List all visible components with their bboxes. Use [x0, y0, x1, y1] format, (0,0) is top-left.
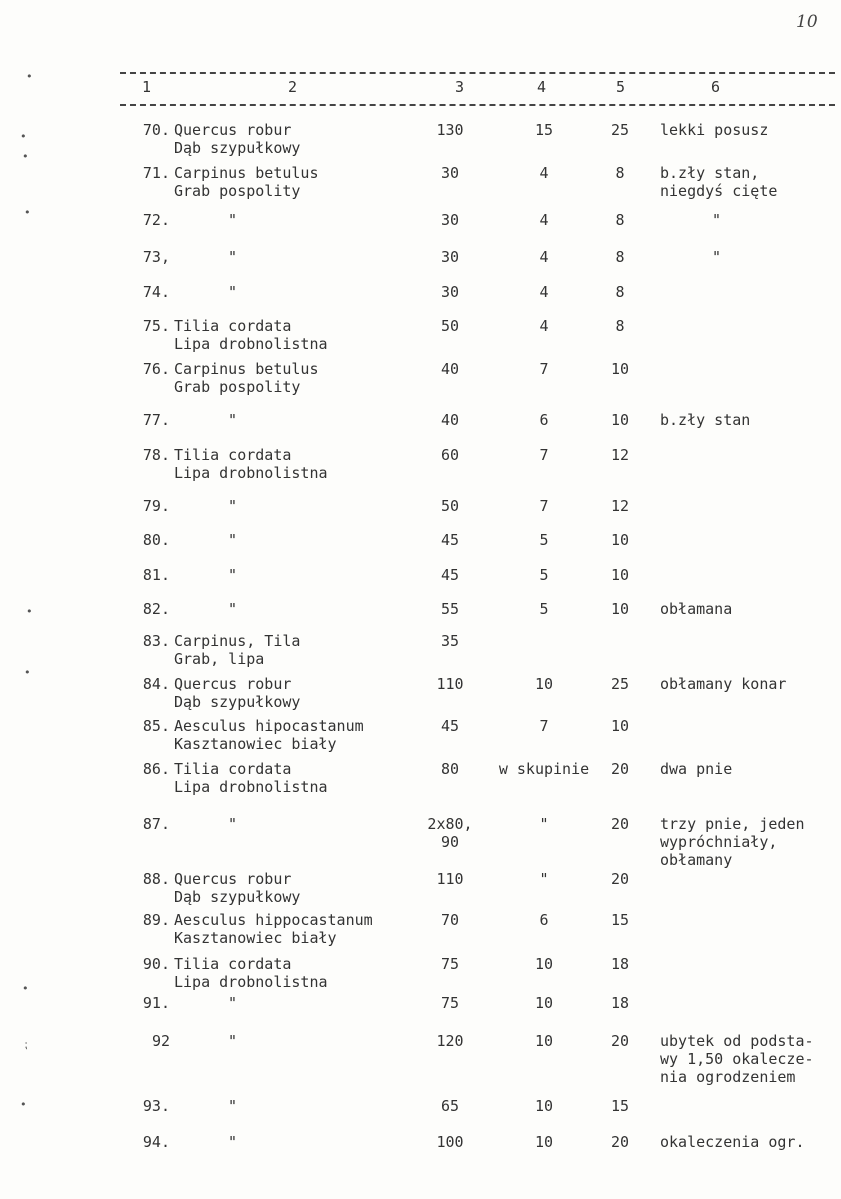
- column-4-value: 4: [539, 248, 549, 266]
- column-5-value: 10: [610, 566, 630, 584]
- notes-line: nia ogrodzeniem: [660, 1068, 796, 1086]
- column-3-value: 50: [440, 497, 460, 515]
- entry-number: 91.: [142, 994, 170, 1012]
- species-name-line: Aesculus hipocastanum: [174, 717, 364, 735]
- species-name-line: Dąb szypułkowy: [174, 139, 301, 157]
- species-name: [174, 717, 364, 753]
- entry-number: 79.: [142, 497, 170, 515]
- entry-number: 74.: [142, 283, 170, 301]
- margin-mark: •: [20, 1098, 27, 1111]
- species-name-line: Carpinus betulus: [174, 164, 319, 182]
- species-name-line: ": [228, 1097, 238, 1115]
- entry-number: 76.: [142, 360, 170, 378]
- column-5-value: 8: [615, 317, 625, 335]
- entry-number: 73,: [142, 248, 170, 266]
- margin-mark: •: [22, 982, 29, 995]
- column-3-value: 75: [440, 955, 460, 973]
- column-5-value: 12: [610, 497, 630, 515]
- column-5-value: 10: [610, 531, 630, 549]
- entry-number: 92: [151, 1032, 170, 1050]
- entry-number: 93.: [142, 1097, 170, 1115]
- species-name-line: Grab, lipa: [174, 650, 265, 668]
- species-name-line: ": [228, 1032, 238, 1050]
- species-name-line: ": [228, 815, 238, 833]
- species-name: [228, 994, 237, 1012]
- column-5-value: 12: [610, 446, 630, 464]
- notes: [660, 1133, 805, 1151]
- column-5-value: 10: [610, 411, 630, 429]
- notes-line: obłamany: [660, 851, 733, 869]
- column-3-value: 120: [436, 1032, 464, 1050]
- header-top-rule: [120, 72, 835, 74]
- notes-line: b.zły stan: [660, 411, 751, 429]
- header-col-6: 6: [711, 78, 721, 96]
- column-4-value: 4: [539, 283, 549, 301]
- column-3-value: 65: [440, 1097, 460, 1115]
- column-5-value: 20: [610, 870, 630, 888]
- column-5-value: 15: [610, 1097, 630, 1115]
- species-name: [174, 911, 373, 947]
- header-col-2: 2: [288, 78, 298, 96]
- column-3-value: 100: [436, 1133, 464, 1151]
- species-name: [228, 211, 237, 229]
- entry-number: 72.: [142, 211, 170, 229]
- notes-line: trzy pnie, jeden: [660, 815, 805, 833]
- species-name-line: Dąb szypułkowy: [174, 693, 301, 711]
- notes: [660, 121, 768, 139]
- column-4-value: 5: [539, 566, 549, 584]
- notes: [712, 211, 721, 229]
- column-5-value: 18: [610, 994, 630, 1012]
- column-4-value: 4: [539, 317, 549, 335]
- species-name: [228, 248, 237, 266]
- entry-number: 87.: [142, 815, 170, 833]
- notes-line: wy 1,50 okalecze-: [660, 1050, 814, 1068]
- notes-line: obłamany konar: [660, 675, 787, 693]
- species-name: [174, 632, 300, 668]
- species-name: [228, 815, 237, 833]
- species-name: [228, 283, 237, 301]
- species-name: [228, 411, 237, 429]
- column-3-value: 45: [440, 531, 460, 549]
- column-3-value: 75: [440, 994, 460, 1012]
- species-name-line: ": [228, 1133, 238, 1151]
- species-name-line: ": [228, 497, 238, 515]
- column-3-value: 70: [440, 911, 460, 929]
- column-3-value: 30: [440, 283, 460, 301]
- species-name-line: Grab pospolity: [174, 182, 301, 200]
- notes: [660, 760, 732, 778]
- species-name: [174, 317, 328, 353]
- notes-line: ": [712, 248, 722, 266]
- species-name-line: ": [228, 283, 238, 301]
- header-col-5: 5: [616, 78, 626, 96]
- species-name-line: ": [228, 566, 238, 584]
- column-3-value: 30: [440, 211, 460, 229]
- species-name-line: Kasztanowiec biały: [174, 929, 337, 947]
- column-5-value: 15: [610, 911, 630, 929]
- column-5-value: 20: [610, 760, 630, 778]
- species-name: [174, 675, 300, 711]
- column-4-value: 7: [539, 497, 549, 515]
- species-name-line: ": [228, 531, 238, 549]
- species-name-line: Lipa drobnolistna: [174, 464, 328, 482]
- species-name-line: Tilia cordata: [174, 760, 292, 778]
- species-name-line: ": [228, 211, 238, 229]
- column-4-value: ": [539, 870, 549, 888]
- notes-line: ": [712, 211, 722, 229]
- column-5-value: 25: [610, 121, 630, 139]
- species-name: [228, 1097, 237, 1115]
- species-name: [174, 955, 328, 991]
- entry-number: 71.: [142, 164, 170, 182]
- species-name-line: Lipa drobnolistna: [174, 335, 328, 353]
- column-4-value: ": [539, 815, 549, 833]
- column-4-value: 5: [539, 600, 549, 618]
- notes: [660, 1032, 814, 1086]
- species-name: [228, 566, 237, 584]
- column-4-value: 10: [534, 994, 554, 1012]
- entry-number: 82.: [142, 600, 170, 618]
- entry-number: 88.: [142, 870, 170, 888]
- species-name: [228, 497, 237, 515]
- column-4-value: 10: [534, 1032, 554, 1050]
- species-name-line: Grab pospolity: [174, 378, 301, 396]
- notes: [660, 164, 777, 200]
- entry-number: 89.: [142, 911, 170, 929]
- column-3-value: 40: [440, 360, 460, 378]
- column-5-value: 20: [610, 1133, 630, 1151]
- notes: [660, 815, 805, 869]
- entry-number: 84.: [142, 675, 170, 693]
- entry-number: 90.: [142, 955, 170, 973]
- column-5-value: 10: [610, 600, 630, 618]
- column-3-value: 130: [436, 121, 464, 139]
- column-3-value: 45: [440, 717, 460, 735]
- species-name-line: Tilia cordata: [174, 446, 292, 464]
- entry-number: 70.: [142, 121, 170, 139]
- header-col-1: 1: [142, 78, 152, 96]
- column-3-value: [410, 815, 490, 851]
- notes-line: niegdyś cięte: [660, 182, 778, 200]
- margin-mark: •: [24, 666, 31, 679]
- column-3-value: 110: [436, 675, 464, 693]
- species-name-line: Quercus robur: [174, 870, 292, 888]
- column-3-value: 50: [440, 317, 460, 335]
- species-name-line: Quercus robur: [174, 675, 292, 693]
- column-4-value: 15: [534, 121, 554, 139]
- species-name-line: Tilia cordata: [174, 317, 292, 335]
- margin-mark: •: [26, 605, 33, 618]
- notes-line: okaleczenia ogr.: [660, 1133, 805, 1151]
- species-name-line: Tilia cordata: [174, 955, 292, 973]
- species-name-line: Carpinus betulus: [174, 360, 319, 378]
- column-3-value: 55: [440, 600, 460, 618]
- column-5-value: 10: [610, 360, 630, 378]
- species-name: [174, 760, 328, 796]
- notes-line: ubytek od podsta-: [660, 1032, 814, 1050]
- species-name-line: ": [228, 994, 238, 1012]
- entry-number: 83.: [142, 632, 170, 650]
- species-name: [174, 360, 319, 396]
- column-5-value: 8: [615, 164, 625, 182]
- species-name-line: Quercus robur: [174, 121, 292, 139]
- column-3-value: 40: [440, 411, 460, 429]
- page-number: 10: [796, 12, 818, 32]
- header-col-3: 3: [455, 78, 465, 96]
- column-4-value: 10: [534, 1133, 554, 1151]
- column-4-value: 4: [539, 211, 549, 229]
- notes: [660, 675, 786, 693]
- column-3-value: 45: [440, 566, 460, 584]
- entry-number: 94.: [142, 1133, 170, 1151]
- column-5-value: 20: [610, 815, 630, 833]
- species-name-line: Lipa drobnolistna: [174, 778, 328, 796]
- column-5-value: 8: [615, 248, 625, 266]
- margin-mark: •: [20, 130, 27, 143]
- notes: [660, 600, 732, 618]
- species-name-line: Kasztanowiec biały: [174, 735, 337, 753]
- species-name: [228, 1133, 237, 1151]
- notes-line: wypróchniały,: [660, 833, 778, 851]
- column-5-value: 8: [615, 283, 625, 301]
- notes-line: dwa pnie: [660, 760, 733, 778]
- entry-number: 77.: [142, 411, 170, 429]
- species-name-line: Aesculus hippocastanum: [174, 911, 373, 929]
- column-4-value: 6: [539, 911, 549, 929]
- column-3-value: 110: [436, 870, 464, 888]
- column-3-value: 35: [440, 632, 460, 650]
- column-4-value: 6: [539, 411, 549, 429]
- column-4-value: 10: [534, 1097, 554, 1115]
- species-name-line: ": [228, 411, 238, 429]
- column-5-value: 18: [610, 955, 630, 973]
- column-3-value: 80: [440, 760, 460, 778]
- notes: [660, 411, 750, 429]
- column-4-value: 5: [539, 531, 549, 549]
- notes: [712, 248, 721, 266]
- header-bottom-rule: [120, 104, 835, 106]
- column-4-value: 10: [534, 955, 554, 973]
- column-3-value-line: 2x80,: [427, 815, 473, 833]
- species-name-line: Lipa drobnolistna: [174, 973, 328, 991]
- species-name-line: Carpinus, Tila: [174, 632, 301, 650]
- species-name-line: Dąb szypułkowy: [174, 888, 301, 906]
- notes-line: b.zły stan,: [660, 164, 760, 182]
- entry-number: 78.: [142, 446, 170, 464]
- header-col-4: 4: [537, 78, 547, 96]
- column-4-value: 7: [539, 717, 549, 735]
- column-4-value: 4: [539, 164, 549, 182]
- column-3-value: 30: [440, 248, 460, 266]
- entry-number: 85.: [142, 717, 170, 735]
- column-4-value: 7: [539, 360, 549, 378]
- species-name: [174, 870, 300, 906]
- species-name: [174, 164, 319, 200]
- species-name: [228, 1032, 237, 1050]
- column-4-value: w skupinie: [498, 760, 590, 778]
- column-3-value: 60: [440, 446, 460, 464]
- species-name: [228, 600, 237, 618]
- column-5-value: 10: [610, 717, 630, 735]
- column-4-value: 10: [534, 675, 554, 693]
- margin-mark: •: [22, 150, 29, 163]
- column-4-value: 7: [539, 446, 549, 464]
- column-5-value: 20: [610, 1032, 630, 1050]
- entry-number: 80.: [142, 531, 170, 549]
- column-header-row: [0, 78, 841, 100]
- margin-mark: •: [24, 206, 31, 219]
- column-3-value-line: 90: [440, 833, 460, 851]
- species-name: [228, 531, 237, 549]
- entry-number: 75.: [142, 317, 170, 335]
- species-name: [174, 446, 328, 482]
- entry-number: 81.: [142, 566, 170, 584]
- column-5-value: 8: [615, 211, 625, 229]
- notes-line: obłamana: [660, 600, 733, 618]
- species-name-line: ": [228, 248, 238, 266]
- margin-mark: •: [26, 70, 33, 83]
- notes-line: lekki posusz: [660, 121, 769, 139]
- margin-mark: ⁏: [24, 1038, 28, 1051]
- entry-number: 86.: [142, 760, 170, 778]
- species-name-line: ": [228, 600, 238, 618]
- species-name: [174, 121, 300, 157]
- column-5-value: 25: [610, 675, 630, 693]
- column-3-value: 30: [440, 164, 460, 182]
